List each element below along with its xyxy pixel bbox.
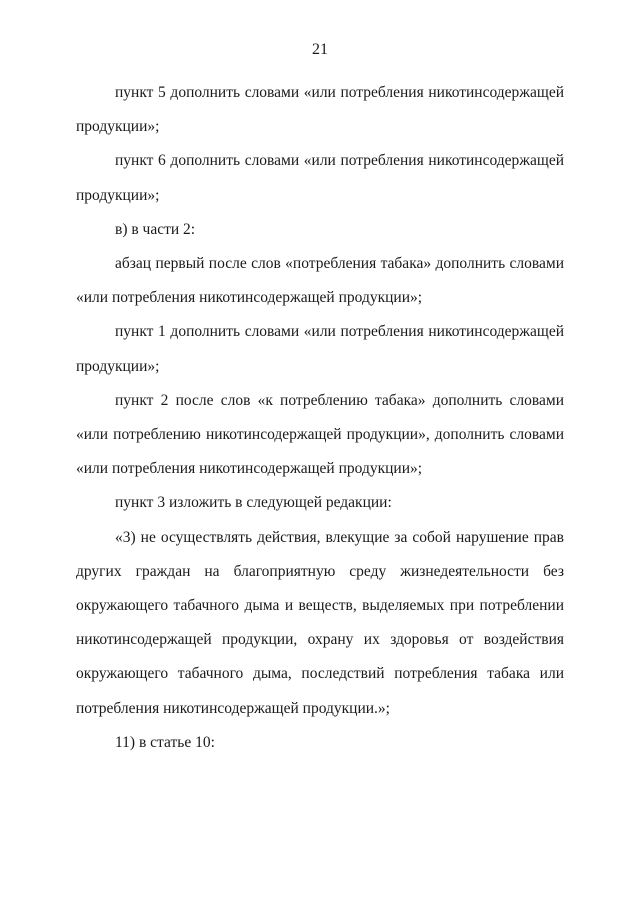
paragraph-item-5: пункт 5 дополнить словами «или потребления никотинсодержащей продукции»; xyxy=(76,84,564,136)
paragraph-item-3-text: «3) не осуществлять действия, влекущие за собой нарушение прав других граждан на благоприятную среду жизнедеятельности без окружающего табачного дыма и веществ, выделяемых при потреблении никотинсодержащей продукции, охрану их здоровья от воздействия окружающего табачного дыма, последствий потребления табака или потребления никотинсодержащей продукции.»; xyxy=(76,528,564,717)
paragraph-item-1: пункт 1 дополнить словами «или потребления никотинсодержащей продукции»; xyxy=(76,323,564,375)
paragraph-article-10: 11) в статье 10: xyxy=(115,733,215,751)
paragraph-item-3: пункт 3 изложить в следующей редакции: xyxy=(115,494,392,512)
paragraph-item-2: пункт 2 после слов «к потреблению табака» дополнить словами «или потреблению никотинсодержащей продукции», дополнить словами «или потребления никотинсодержащей продукции»; xyxy=(76,391,564,478)
paragraph-abzac-first: абзац первый после слов «потребления табака» дополнить словами «или потребления никотинсодержащей продукции»; xyxy=(76,255,564,307)
paragraph-part-2: в) в части 2: xyxy=(115,220,196,238)
document-body xyxy=(76,76,564,760)
page-number: 21 xyxy=(312,41,328,58)
paragraph-item-6: пункт 6 дополнить словами «или потребления никотинсодержащей продукции»; xyxy=(76,152,564,204)
